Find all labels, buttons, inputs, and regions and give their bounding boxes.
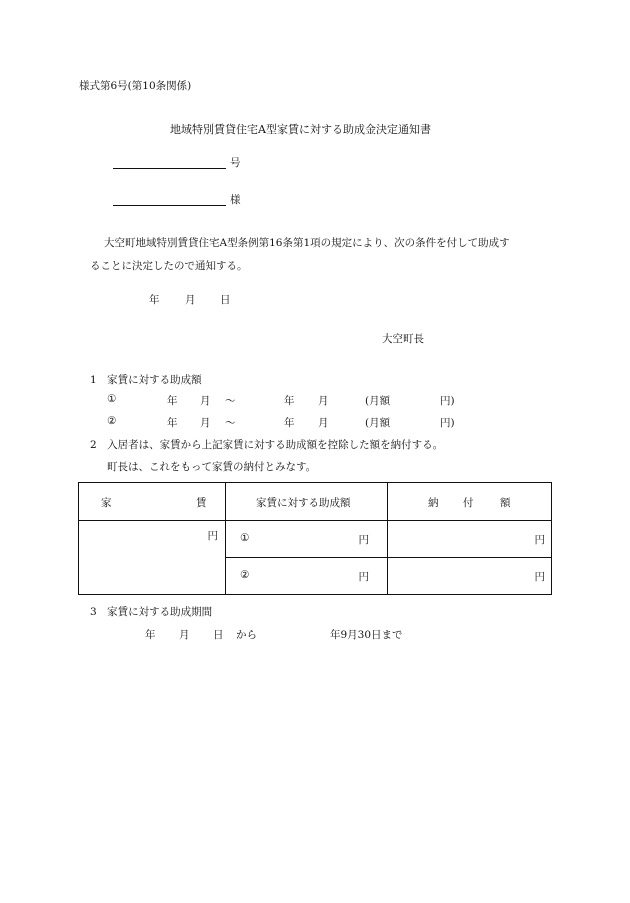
form-number: 様式第6号(第10条関係): [79, 80, 192, 92]
subsidy-table: [78, 482, 552, 595]
header-subsidy-label: 家賃に対する助成額: [256, 497, 351, 509]
header-subsidy: [226, 483, 388, 521]
payment-yen: 円: [534, 534, 545, 546]
period-year: 年: [145, 629, 156, 641]
payment-cell-2: [388, 558, 552, 595]
table-header-row: [79, 483, 552, 521]
section3-heading: 3 家賃に対する助成期間: [90, 606, 213, 618]
row-mark: ①: [240, 532, 250, 544]
end-month: 月: [318, 395, 329, 407]
addressee-suffix: 様: [230, 194, 241, 206]
range-tilde: ～: [225, 395, 236, 407]
monthly-label: (月額: [365, 395, 391, 407]
header-rent-char-2: 賃: [196, 497, 207, 509]
start-month: 月: [200, 395, 211, 407]
document-title: 地域特別賃貸住宅A型家賃に対する助成金決定通知書: [170, 123, 431, 136]
subsidy-cell-2: [226, 558, 388, 595]
body-line-2: ることに決定したので通知する。: [90, 260, 248, 272]
header-rent: [79, 483, 226, 521]
start-month: 月: [200, 417, 211, 429]
subsidy-yen: 円: [358, 571, 369, 583]
row-mark: ②: [240, 569, 250, 581]
number-blank-line: [113, 168, 226, 169]
date-month: 月: [185, 294, 196, 306]
header-rent-char-1: 家: [101, 497, 112, 509]
period-from: から: [236, 629, 257, 641]
section2-line-1: 2 入居者は、家賃から上記家賃に対する助成額を控除した額を納付する。: [90, 439, 444, 451]
payment-cell-1: [388, 521, 552, 558]
section1-heading: 1 家賃に対する助成額: [90, 374, 202, 386]
start-year: 年: [167, 417, 178, 429]
number-suffix: 号: [230, 157, 241, 169]
issuer-name: 大空町長: [382, 333, 424, 345]
monthly-yen: 円): [440, 395, 455, 407]
row-mark: ①: [107, 393, 117, 405]
header-payment-char-1: 納: [428, 497, 439, 509]
end-year: 年: [284, 395, 295, 407]
period-day: 日: [213, 629, 224, 641]
body-line-1: 大空町地域特別賃貸住宅A型条例第16条第1項の規定により、次の条件を付して助成す: [104, 237, 510, 249]
monthly-label: (月額: [365, 417, 391, 429]
range-tilde: ～: [225, 417, 236, 429]
header-payment-char-3: 額: [500, 497, 511, 509]
payment-yen: 円: [534, 571, 545, 583]
date-year: 年: [149, 294, 160, 306]
start-year: 年: [167, 395, 178, 407]
rent-yen: 円: [207, 529, 218, 542]
monthly-yen: 円): [440, 417, 455, 429]
rent-cell: [79, 521, 226, 595]
header-payment-char-2: 付: [463, 497, 474, 509]
subsidy-yen: 円: [358, 534, 369, 546]
row-mark: ②: [107, 415, 117, 427]
header-payment: [388, 483, 552, 521]
period-month: 月: [179, 629, 190, 641]
end-year: 年: [284, 417, 295, 429]
addressee-blank-line: [113, 205, 226, 206]
section2-line-2: 町長は、これをもって家賃の納付とみなす。: [107, 461, 317, 473]
end-month: 月: [318, 417, 329, 429]
table-row: [79, 521, 552, 558]
period-end: 年9月30日まで: [330, 629, 403, 641]
subsidy-cell-1: [226, 521, 388, 558]
date-day: 日: [220, 294, 231, 306]
